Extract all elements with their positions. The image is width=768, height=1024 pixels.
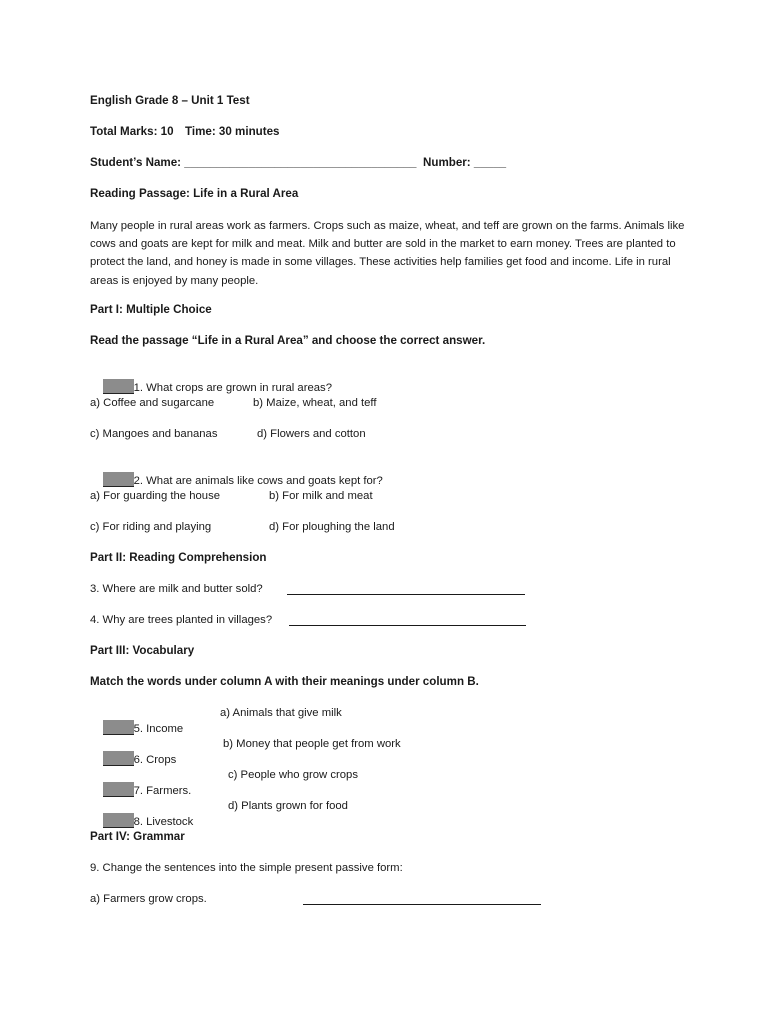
answer-line-4[interactable] — [289, 625, 526, 626]
part3-instruction: Match the words under column A with their meanings under column B. — [90, 675, 479, 688]
vocab-meaning-c: c) People who grow crops — [228, 769, 358, 781]
q1-option-b: b) Maize, wheat, and teff — [253, 397, 377, 409]
q2-option-b: b) For milk and meat — [269, 490, 373, 502]
time-limit: Time: 30 minutes — [185, 125, 280, 138]
vocab-word: 5. Income — [133, 723, 184, 735]
part1-instruction: Read the passage “Life in a Rural Area” and choose the correct answer. — [90, 334, 486, 347]
question-1-text: 1. What crops are grown in rural areas? — [133, 382, 332, 394]
part1-heading: Part I: Multiple Choice — [90, 303, 212, 316]
vocab-word: 8. Livestock — [133, 816, 194, 828]
vocab-word: 6. Crops — [133, 754, 177, 766]
student-name-field[interactable]: Student’s Name: ____________________________________ — [90, 156, 417, 169]
q2-option-a: a) For guarding the house — [90, 490, 220, 502]
question-9: 9. Change the sentences into the simple present passive form: — [90, 862, 403, 874]
question-9a: a) Farmers grow crops. — [90, 893, 207, 905]
answer-blank-6[interactable] — [103, 751, 134, 766]
answer-blank-1[interactable] — [103, 379, 134, 394]
answer-blank-2[interactable] — [103, 472, 134, 487]
q2-option-c: c) For riding and playing — [90, 521, 212, 533]
q1-option-a: a) Coffee and sugarcane — [90, 397, 215, 409]
passage-text: Many people in rural areas work as farmers. Crops such as maize, wheat, and teff are grown on the farms. Animals like cows and goats are kept for milk and meat. Milk and butter are sold in the market to earn money. Trees are planted to protect the land, and honey is made in some villages. These activities help families get food and income. Life in rural areas is enjoyed by many people. — [90, 220, 685, 287]
total-marks: Total Marks: 10 — [90, 125, 174, 138]
test-title: English Grade 8 – Unit 1 Test — [90, 94, 250, 107]
part4-heading: Part IV: Grammar — [90, 830, 185, 843]
q2-option-d: d) For ploughing the land — [269, 521, 395, 533]
answer-blank-5[interactable] — [103, 720, 134, 735]
vocab-meaning-b: b) Money that people get from work — [223, 738, 401, 750]
q1-option-d: d) Flowers and cotton — [257, 428, 366, 440]
q1-option-c: c) Mangoes and bananas — [90, 428, 218, 440]
answer-line-3[interactable] — [287, 594, 525, 595]
vocab-meaning-a: a) Animals that give milk — [220, 707, 342, 719]
part3-heading: Part III: Vocabulary — [90, 644, 195, 657]
vocab-word: 7. Farmers. — [133, 785, 192, 797]
question-2-text: 2. What are animals like cows and goats kept for? — [133, 475, 383, 487]
vocab-meaning-d: d) Plants grown for food — [228, 800, 348, 812]
student-number-field[interactable]: Number: _____ — [423, 156, 507, 169]
question-4: 4. Why are trees planted in villages? — [90, 614, 273, 626]
answer-blank-7[interactable] — [103, 782, 134, 797]
answer-line-9a[interactable] — [303, 904, 541, 905]
part2-heading: Part II: Reading Comprehension — [90, 551, 267, 564]
question-3: 3. Where are milk and butter sold? — [90, 583, 263, 595]
answer-blank-8[interactable] — [103, 813, 134, 828]
passage-heading: Reading Passage: Life in a Rural Area — [90, 187, 299, 200]
